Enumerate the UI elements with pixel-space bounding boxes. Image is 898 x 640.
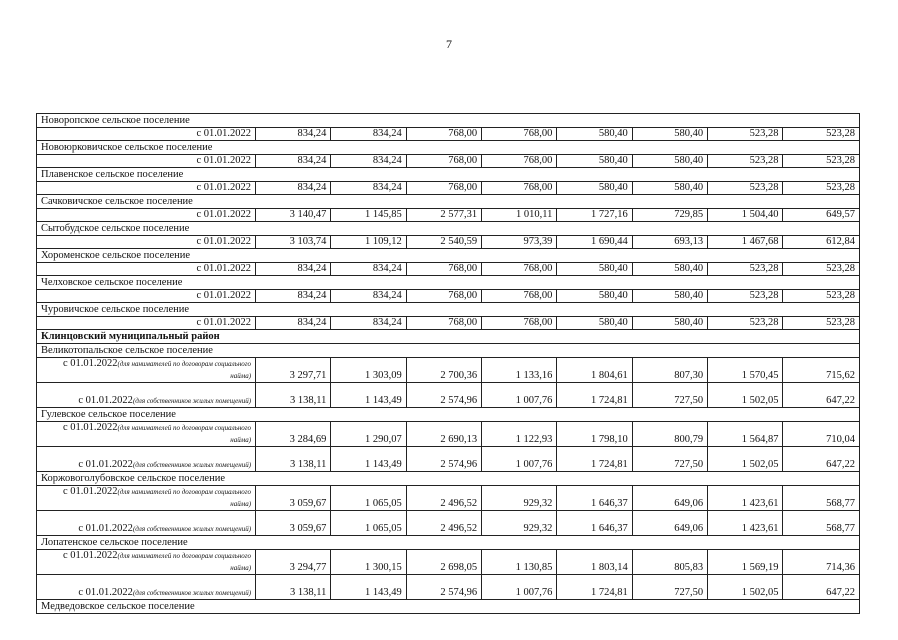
row-note: (для собственников жилых помещений) — [132, 525, 252, 533]
value-cell: 647,22 — [783, 575, 860, 600]
date-label: с 01.01.2022 — [196, 236, 252, 247]
section-title: Хороменское сельское поселение — [37, 249, 860, 263]
table-row — [37, 486, 860, 511]
section-title: Коржовоголубовское сельское поселение — [37, 472, 860, 486]
row-label — [37, 236, 256, 249]
value-cell: 834,24 — [256, 263, 331, 276]
section-title: Клинцовский муниципальный район — [37, 330, 860, 344]
value-cell: 3 138,11 — [256, 447, 331, 472]
section-title-row — [37, 600, 860, 614]
value-cell: 1 145,85 — [331, 209, 406, 222]
section-title-row — [37, 344, 860, 358]
value-cell: 523,28 — [783, 263, 860, 276]
value-cell: 1 007,76 — [482, 447, 557, 472]
value-cell: 768,00 — [406, 290, 481, 303]
table-row — [37, 575, 860, 600]
value-cell: 3 138,11 — [256, 575, 331, 600]
value-cell: 834,24 — [331, 182, 406, 195]
table-body — [37, 114, 860, 614]
value-cell: 834,24 — [331, 317, 406, 330]
value-cell: 580,40 — [632, 182, 707, 195]
value-cell: 768,00 — [406, 263, 481, 276]
row-note: (для нанимателей по договорам социального найма) — [117, 552, 252, 572]
section-title: Чуровичское сельское поселение — [37, 303, 860, 317]
value-cell: 580,40 — [557, 290, 632, 303]
date-label: с 01.01.2022 — [63, 486, 118, 497]
section-title-row — [37, 276, 860, 290]
row-label — [37, 209, 256, 222]
row-label — [37, 422, 256, 447]
section-title: Медведовское сельское поселение — [37, 600, 860, 614]
row-label — [37, 575, 256, 600]
date-label: с 01.01.2022 — [63, 550, 118, 561]
value-cell: 1 065,05 — [331, 511, 406, 536]
value-cell: 1 570,45 — [708, 358, 783, 383]
section-title: Великотопальское сельское поселение — [37, 344, 860, 358]
value-cell: 1 724,81 — [557, 575, 632, 600]
value-cell: 580,40 — [632, 128, 707, 141]
value-cell: 580,40 — [632, 263, 707, 276]
value-cell: 580,40 — [557, 128, 632, 141]
value-cell: 834,24 — [256, 290, 331, 303]
value-cell: 3 140,47 — [256, 209, 331, 222]
value-cell: 649,57 — [783, 209, 860, 222]
section-title: Сытобудское сельское поселение — [37, 222, 860, 236]
value-cell: 523,28 — [708, 317, 783, 330]
value-cell: 2 574,96 — [406, 383, 481, 408]
table-row — [37, 290, 860, 303]
value-cell: 1 502,05 — [708, 575, 783, 600]
section-title-row — [37, 141, 860, 155]
row-label — [37, 550, 256, 575]
value-cell: 1 646,37 — [557, 486, 632, 511]
value-cell: 580,40 — [632, 155, 707, 168]
row-label — [37, 182, 256, 195]
value-cell: 2 574,96 — [406, 447, 481, 472]
value-cell: 1 122,93 — [482, 422, 557, 447]
table-row — [37, 155, 860, 168]
value-cell: 523,28 — [783, 182, 860, 195]
section-title: Гулевское сельское поселение — [37, 408, 860, 422]
value-cell: 1 564,87 — [708, 422, 783, 447]
value-cell: 768,00 — [482, 182, 557, 195]
value-cell: 1 467,68 — [708, 236, 783, 249]
section-title-row — [37, 249, 860, 263]
date-label: с 01.01.2022 — [196, 182, 252, 193]
value-cell: 800,79 — [632, 422, 707, 447]
value-cell: 1 803,14 — [557, 550, 632, 575]
section-title: Новоюрковичское сельское поселение — [37, 141, 860, 155]
value-cell: 1 143,49 — [331, 383, 406, 408]
value-cell: 834,24 — [331, 263, 406, 276]
date-label: с 01.01.2022 — [196, 155, 252, 166]
value-cell: 1 502,05 — [708, 383, 783, 408]
value-cell: 580,40 — [557, 263, 632, 276]
row-label — [37, 128, 256, 141]
section-title-row — [37, 114, 860, 128]
value-cell: 1 300,15 — [331, 550, 406, 575]
table-row — [37, 422, 860, 447]
value-cell: 3 284,69 — [256, 422, 331, 447]
value-cell: 1 303,09 — [331, 358, 406, 383]
value-cell: 1 504,40 — [708, 209, 783, 222]
date-label: с 01.01.2022 — [78, 459, 133, 470]
table-row — [37, 550, 860, 575]
value-cell: 3 138,11 — [256, 383, 331, 408]
value-cell: 523,28 — [708, 263, 783, 276]
row-note: (для собственников жилых помещений) — [132, 461, 252, 469]
value-cell: 768,00 — [406, 155, 481, 168]
section-title-row — [37, 408, 860, 422]
value-cell: 3 294,77 — [256, 550, 331, 575]
value-cell: 1 010,11 — [482, 209, 557, 222]
value-cell: 580,40 — [557, 317, 632, 330]
row-label — [37, 511, 256, 536]
table-row — [37, 182, 860, 195]
value-cell: 523,28 — [708, 155, 783, 168]
row-label — [37, 155, 256, 168]
table-row — [37, 447, 860, 472]
row-label — [37, 383, 256, 408]
value-cell: 768,00 — [406, 317, 481, 330]
value-cell: 1 007,76 — [482, 575, 557, 600]
section-title: Челховское сельское поселение — [37, 276, 860, 290]
value-cell: 768,00 — [482, 317, 557, 330]
section-title: Лопатенское сельское поселение — [37, 536, 860, 550]
section-title-row — [37, 303, 860, 317]
value-cell: 523,28 — [783, 290, 860, 303]
value-cell: 1 804,61 — [557, 358, 632, 383]
value-cell: 523,28 — [708, 290, 783, 303]
section-title-row — [37, 330, 860, 344]
value-cell: 523,28 — [783, 128, 860, 141]
table-row — [37, 209, 860, 222]
value-cell: 1 690,44 — [557, 236, 632, 249]
section-title-row — [37, 472, 860, 486]
value-cell: 2 574,96 — [406, 575, 481, 600]
value-cell: 1 109,12 — [331, 236, 406, 249]
value-cell: 768,00 — [406, 182, 481, 195]
date-label: с 01.01.2022 — [63, 422, 118, 433]
value-cell: 768,00 — [482, 128, 557, 141]
table-row — [37, 511, 860, 536]
value-cell: 649,06 — [632, 511, 707, 536]
date-label: с 01.01.2022 — [196, 290, 252, 301]
date-label: с 01.01.2022 — [78, 587, 133, 598]
value-cell: 768,00 — [482, 263, 557, 276]
value-cell: 693,13 — [632, 236, 707, 249]
value-cell: 1 646,37 — [557, 511, 632, 536]
section-title-row — [37, 222, 860, 236]
value-cell: 1 569,19 — [708, 550, 783, 575]
value-cell: 568,77 — [783, 486, 860, 511]
tariff-table — [36, 113, 860, 614]
value-cell: 1 133,16 — [482, 358, 557, 383]
value-cell: 580,40 — [557, 182, 632, 195]
date-label: с 01.01.2022 — [78, 395, 133, 406]
value-cell: 1 065,05 — [331, 486, 406, 511]
value-cell: 580,40 — [632, 317, 707, 330]
value-cell: 805,83 — [632, 550, 707, 575]
section-title: Плавенское сельское поселение — [37, 168, 860, 182]
value-cell: 612,84 — [783, 236, 860, 249]
value-cell: 727,50 — [632, 447, 707, 472]
value-cell: 834,24 — [331, 155, 406, 168]
value-cell: 710,04 — [783, 422, 860, 447]
value-cell: 1 502,05 — [708, 447, 783, 472]
row-label — [37, 447, 256, 472]
value-cell: 649,06 — [632, 486, 707, 511]
value-cell: 834,24 — [256, 317, 331, 330]
table-row — [37, 317, 860, 330]
value-cell: 647,22 — [783, 447, 860, 472]
section-title: Сачковичское сельское поселение — [37, 195, 860, 209]
value-cell: 768,00 — [406, 128, 481, 141]
value-cell: 1 724,81 — [557, 383, 632, 408]
section-title-row — [37, 168, 860, 182]
value-cell: 729,85 — [632, 209, 707, 222]
value-cell: 727,50 — [632, 383, 707, 408]
value-cell: 523,28 — [708, 128, 783, 141]
row-label — [37, 358, 256, 383]
section-title: Новоропское сельское поселение — [37, 114, 860, 128]
date-label: с 01.01.2022 — [63, 358, 118, 369]
value-cell: 3 297,71 — [256, 358, 331, 383]
row-label — [37, 317, 256, 330]
value-cell: 1 143,49 — [331, 575, 406, 600]
value-cell: 727,50 — [632, 575, 707, 600]
value-cell: 523,28 — [783, 317, 860, 330]
value-cell: 834,24 — [256, 155, 331, 168]
value-cell: 834,24 — [331, 290, 406, 303]
value-cell: 834,24 — [256, 182, 331, 195]
row-note: (для нанимателей по договорам социального найма) — [117, 488, 252, 508]
value-cell: 580,40 — [557, 155, 632, 168]
table-row — [37, 263, 860, 276]
row-note: (для нанимателей по договорам социального найма) — [117, 360, 252, 380]
value-cell: 1 724,81 — [557, 447, 632, 472]
row-label — [37, 486, 256, 511]
date-label: с 01.01.2022 — [196, 128, 252, 139]
value-cell: 2 496,52 — [406, 511, 481, 536]
table-row — [37, 236, 860, 249]
value-cell: 807,30 — [632, 358, 707, 383]
value-cell: 714,36 — [783, 550, 860, 575]
table-row — [37, 358, 860, 383]
row-note: (для нанимателей по договорам социального найма) — [117, 424, 252, 444]
value-cell: 768,00 — [482, 290, 557, 303]
value-cell: 1 007,76 — [482, 383, 557, 408]
value-cell: 1 423,61 — [708, 511, 783, 536]
row-note: (для собственников жилых помещений) — [132, 397, 252, 405]
value-cell: 523,28 — [708, 182, 783, 195]
value-cell: 929,32 — [482, 511, 557, 536]
value-cell: 768,00 — [482, 155, 557, 168]
page-number: 7 — [446, 37, 452, 51]
row-note: (для собственников жилых помещений) — [132, 589, 252, 597]
date-label: с 01.01.2022 — [196, 317, 252, 328]
value-cell: 1 130,85 — [482, 550, 557, 575]
value-cell: 1 143,49 — [331, 447, 406, 472]
value-cell: 568,77 — [783, 511, 860, 536]
row-label — [37, 290, 256, 303]
date-label: с 01.01.2022 — [196, 209, 252, 220]
value-cell: 2 496,52 — [406, 486, 481, 511]
table-row — [37, 128, 860, 141]
value-cell: 973,39 — [482, 236, 557, 249]
value-cell: 2 577,31 — [406, 209, 481, 222]
value-cell: 3 103,74 — [256, 236, 331, 249]
value-cell: 523,28 — [783, 155, 860, 168]
value-cell: 1 798,10 — [557, 422, 632, 447]
value-cell: 3 059,67 — [256, 511, 331, 536]
value-cell: 929,32 — [482, 486, 557, 511]
value-cell: 2 540,59 — [406, 236, 481, 249]
value-cell: 1 423,61 — [708, 486, 783, 511]
date-label: с 01.01.2022 — [196, 263, 252, 274]
value-cell: 1 727,16 — [557, 209, 632, 222]
section-title-row — [37, 536, 860, 550]
table-row — [37, 383, 860, 408]
value-cell: 834,24 — [256, 128, 331, 141]
value-cell: 834,24 — [331, 128, 406, 141]
row-label — [37, 263, 256, 276]
value-cell: 1 290,07 — [331, 422, 406, 447]
value-cell: 580,40 — [632, 290, 707, 303]
value-cell: 2 698,05 — [406, 550, 481, 575]
date-label: с 01.01.2022 — [78, 523, 133, 534]
section-title-row — [37, 195, 860, 209]
value-cell: 3 059,67 — [256, 486, 331, 511]
value-cell: 2 700,36 — [406, 358, 481, 383]
value-cell: 647,22 — [783, 383, 860, 408]
value-cell: 2 690,13 — [406, 422, 481, 447]
value-cell: 715,62 — [783, 358, 860, 383]
